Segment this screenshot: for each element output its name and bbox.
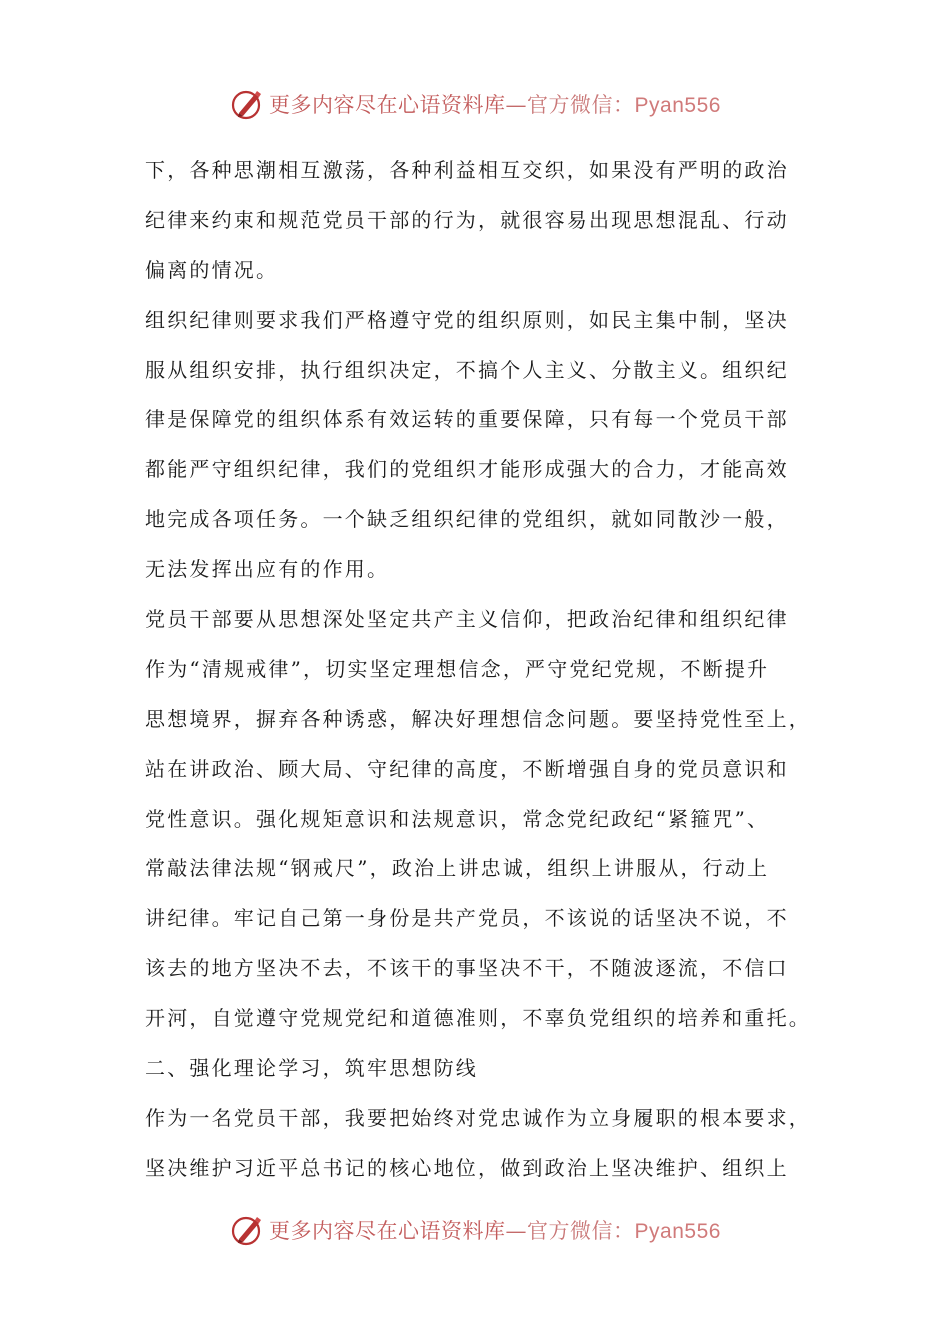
header-site-name: 更多内容尽在心语资料库 [269, 93, 506, 117]
document-body [145, 146, 815, 1194]
text-line-6: 律是保障党的组织体系有效运转的重要保障，只有每一个党员干部 [145, 407, 789, 432]
footer-site-name: 更多内容尽在心语资料库 [269, 1219, 506, 1243]
footer-wechat-label: 官方微信： [527, 1219, 635, 1243]
section-heading: 二、强化理论学习，筑牢思想防线 [145, 1056, 478, 1081]
header-wechat-label: 官方微信： [527, 93, 635, 117]
text-line-4: 组织纪律则要求我们严格遵守党的组织原则，如民主集中制，坚决 [145, 307, 789, 332]
header-banner-inner [229, 86, 721, 122]
text-line-3: 偏离的情况。 [145, 257, 279, 282]
text-line-18: 开河，自觉遵守党规党纪和道德准则，不辜负党组织的培养和重托。 [145, 1006, 811, 1031]
pen-in-circle-logo-icon [229, 86, 265, 122]
text-line-9: 无法发挥出应有的作用。 [145, 557, 390, 582]
text-line-17: 该去的地方坚决不去，不该干的事坚决不干，不随波逐流，不信口 [145, 956, 789, 981]
pen-in-circle-logo-icon [229, 1212, 265, 1248]
header-banner-text [269, 89, 721, 119]
text-line-8: 地完成各项任务。一个缺乏组织纪律的党组织，就如同散沙一般， [145, 507, 789, 532]
text-line-5: 服从组织安排，执行组织决定，不搞个人主义、分散主义。组织纪 [145, 357, 789, 382]
footer-banner [0, 1210, 950, 1250]
text-line-11: 作为“清规戒律”，切实坚定理想信念，严守党纪党规，不断提升 [145, 656, 770, 681]
text-line-12: 思想境界，摒弃各种诱惑，解决好理想信念问题。要坚持党性至上， [145, 706, 811, 731]
header-dash: — [505, 93, 528, 117]
text-line-13: 站在讲政治、顾大局、守纪律的高度，不断增强自身的党员意识和 [145, 756, 789, 781]
header-banner [0, 84, 950, 124]
text-line-2: 纪律来约束和规范党员干部的行为，就很容易出现思想混乱、行动 [145, 207, 789, 232]
footer-banner-inner [229, 1212, 721, 1248]
text-line-10: 党员干部要从思想深处坚定共产主义信仰，把政治纪律和组织纪律 [145, 607, 789, 632]
text-line-1: 下，各种思潮相互激荡，各种利益相互交织，如果没有严明的政治 [145, 158, 789, 182]
text-line-7: 都能严守组织纪律，我们的党组织才能形成强大的合力，才能高效 [145, 457, 789, 482]
text-line-15: 常敲法律法规“钢戒尺”，政治上讲忠诚，组织上讲服从，行动上 [145, 856, 770, 881]
footer-dash: — [505, 1219, 528, 1243]
text-line-14: 党性意识。强化规矩意识和法规意识，常念党纪政纪“紧箍咒”、 [145, 806, 770, 831]
text-line-21: 坚决维护习近平总书记的核心地位，做到政治上坚决维护、组织上 [145, 1155, 789, 1180]
text-line-20: 作为一名党员干部，我要把始终对党忠诚作为立身履职的根本要求， [145, 1105, 811, 1130]
header-wechat-id: Pyan556 [634, 94, 721, 117]
text-line-16: 讲纪律。牢记自己第一身份是共产党员，不该说的话坚决不说，不 [145, 906, 789, 931]
footer-wechat-id: Pyan556 [634, 1220, 721, 1243]
footer-banner-text [269, 1215, 721, 1245]
